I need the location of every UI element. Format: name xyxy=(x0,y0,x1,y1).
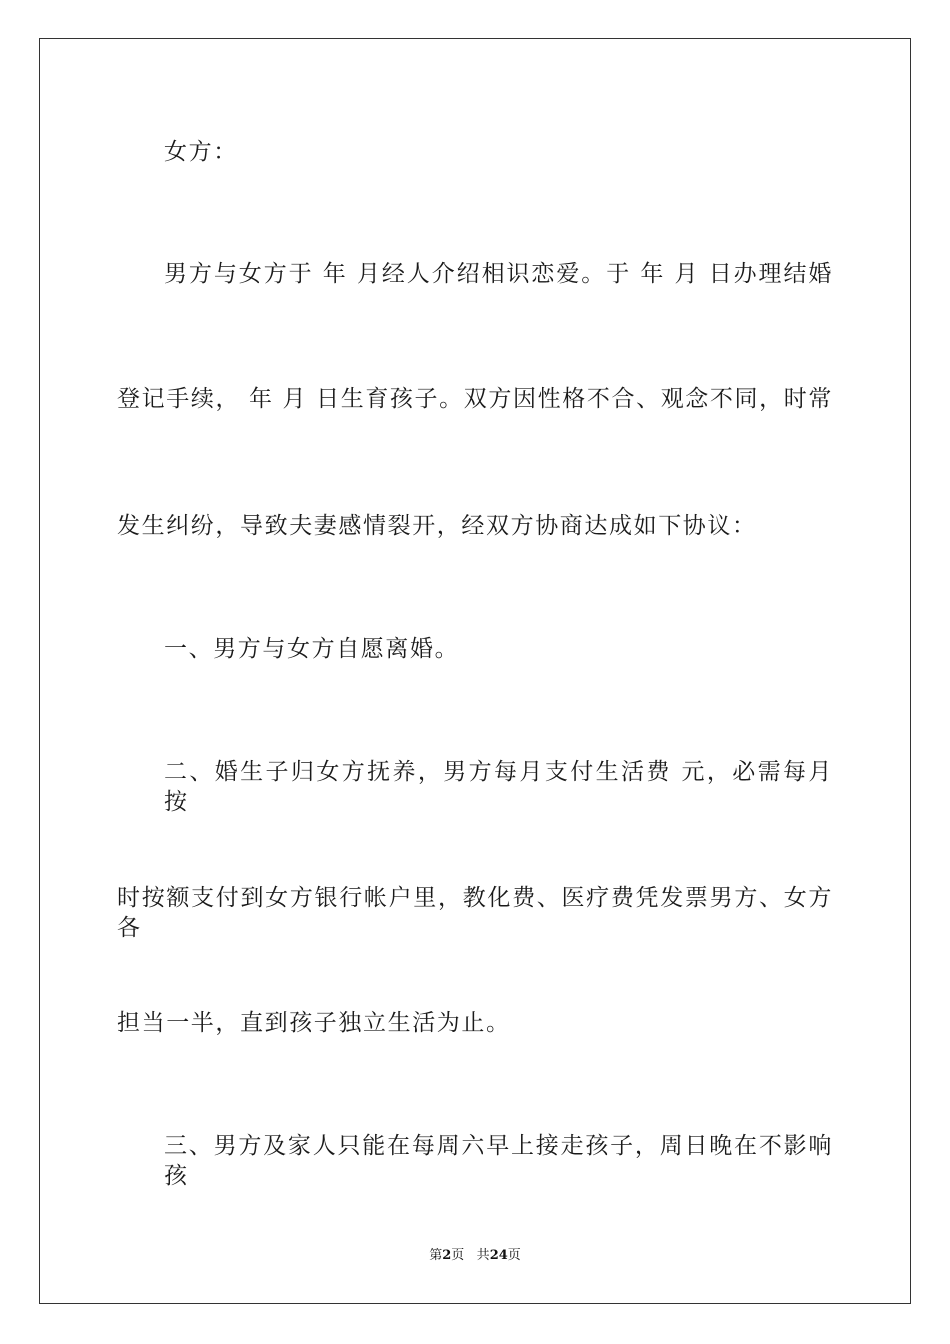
footer-total-prefix: 共 xyxy=(476,1248,490,1263)
paragraph-line-intro-3: 发生纠纷，导致夫妻感情裂开，经双方协商达成如下协议： xyxy=(117,513,757,539)
clause-one-line: 一、男方与女方自愿离婚。 xyxy=(164,636,460,662)
clause-two-line-3: 担当一半，直到孩子独立生活为止。 xyxy=(117,1010,511,1036)
page-footer xyxy=(0,1247,950,1265)
clause-three-line-1: 三、男方及家人只能在每周六早上接走孩子，周日晚在不影响孩 xyxy=(164,1133,833,1189)
page-border xyxy=(39,38,911,1304)
paragraph-line-female-party: 女方： xyxy=(164,139,238,165)
footer-total-pages: 24 xyxy=(489,1248,508,1263)
footer-total-suffix: 页 xyxy=(507,1248,521,1263)
footer-page-number: 2 xyxy=(442,1248,452,1263)
paragraph-line-intro-2: 登记手续， 年 月 日生育孩子。双方因性格不合、观念不同，时常 xyxy=(117,386,833,412)
clause-two-line-1: 二、婚生子归女方抚养，男方每月支付生活费 元，必需每月按 xyxy=(164,759,833,815)
footer-page-prefix: 第 xyxy=(429,1248,443,1263)
clause-two-line-2: 时按额支付到女方银行帐户里，教化费、医疗费凭发票男方、女方各 xyxy=(117,885,833,941)
footer-page-suffix: 页 xyxy=(451,1248,465,1263)
paragraph-line-intro-1: 男方与女方于 年 月经人介绍相识恋爱。于 年 月 日办理结婚 xyxy=(164,261,833,287)
